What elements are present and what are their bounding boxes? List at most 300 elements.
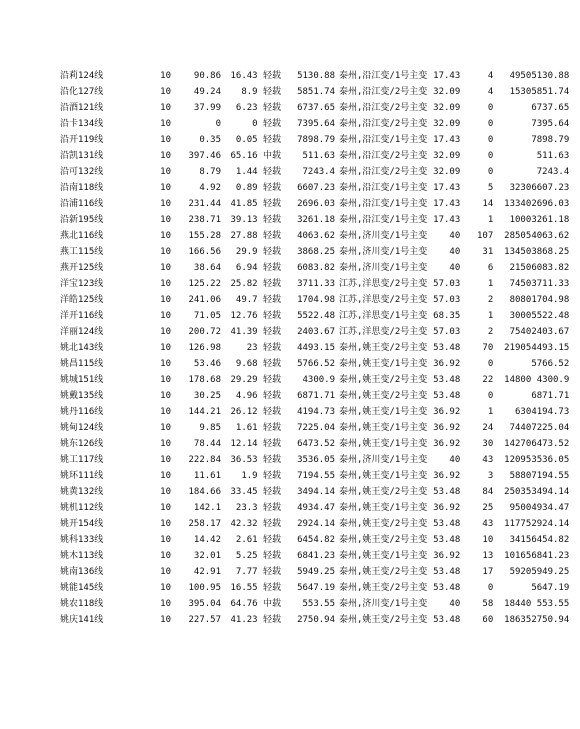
cell-transformer-load: 40	[449, 231, 461, 241]
cell-user-count: 43	[482, 519, 494, 529]
cell-voltage: 10	[160, 599, 171, 609]
cell-capacity	[493, 580, 531, 596]
cell-transformer-load: 36.92	[433, 551, 461, 561]
table-row	[60, 468, 569, 484]
cell-current: 0	[215, 119, 221, 129]
cell-user-count: 25	[482, 503, 494, 513]
cell-substation: 泰州,沿江变/2号主变	[339, 167, 428, 177]
cell-current: 238.71	[188, 215, 221, 225]
cell-user-count: 10	[482, 535, 494, 545]
cell-available-capacity: 4300.9	[536, 375, 570, 385]
cell-voltage: 10	[160, 311, 171, 321]
cell-spare-capacity: 7194.55	[297, 471, 335, 481]
cell-transformer-load: 17.43	[433, 71, 461, 81]
cell-load-rate: 0.05 轻载	[235, 135, 281, 145]
cell-available-capacity: 5851.74	[531, 87, 570, 97]
cell-voltage: 10	[160, 71, 171, 81]
cell-substation: 泰州,沿江变/2号主变	[339, 103, 428, 113]
cell-available-capacity: 7243.4	[536, 167, 570, 177]
table-row	[60, 196, 569, 212]
cell-transformer-load: 40	[449, 263, 461, 273]
cell-line-name: 洋皓125线	[60, 295, 104, 305]
cell-voltage: 10	[160, 455, 171, 465]
cell-line-name: 姚城151线	[60, 375, 104, 385]
cell-user-count: 1	[487, 407, 494, 417]
cell-load-rate: 12.14 轻载	[230, 439, 281, 449]
cell-transformer-load: 53.48	[433, 343, 461, 353]
cell-available-capacity: 3261.18	[531, 215, 570, 225]
cell-substation: 泰州,沿江变/2号主变	[339, 119, 428, 129]
cell-voltage: 10	[160, 167, 171, 177]
cell-current: 78.44	[193, 439, 221, 449]
cell-capacity: 14270	[504, 439, 532, 449]
cell-transformer-load: 53.48	[433, 535, 461, 545]
cell-substation: 泰州,沿江变/2号主变	[339, 87, 428, 97]
cell-available-capacity: 5130.88	[531, 71, 570, 81]
cell-capacity	[493, 148, 531, 164]
table-row	[60, 228, 569, 244]
cell-capacity: 7450	[509, 279, 532, 289]
cell-capacity: 13340	[504, 199, 532, 209]
cell-current: 126.98	[188, 343, 221, 353]
cell-available-capacity: 6871.71	[531, 391, 570, 401]
cell-line-name: 燕北116线	[60, 231, 104, 241]
cell-spare-capacity: 553.55	[302, 599, 335, 609]
cell-user-count: 6	[487, 263, 494, 273]
cell-voltage: 10	[160, 263, 171, 273]
cell-transformer-load: 36.92	[433, 439, 461, 449]
cell-transformer-load: 17.43	[433, 215, 461, 225]
cell-load-rate: 7.77 轻载	[235, 567, 281, 577]
cell-transformer-load: 36.92	[433, 503, 461, 513]
cell-available-capacity: 6473.52	[531, 439, 570, 449]
cell-current: 222.84	[188, 455, 221, 465]
cell-substation: 江苏,洋思变/1号主变	[339, 311, 428, 321]
cell-line-name: 姚昌115线	[60, 359, 104, 369]
cell-capacity	[493, 164, 531, 180]
cell-available-capacity: 7225.04	[531, 423, 570, 433]
cell-transformer-load: 36.92	[433, 471, 461, 481]
cell-spare-capacity: 6841.23	[297, 551, 335, 561]
cell-substation: 泰州,姚王变/1号主变	[339, 439, 428, 449]
cell-substation: 泰州,姚王变/1号主变	[339, 471, 428, 481]
cell-transformer-load: 32.09	[433, 87, 461, 97]
cell-user-count: 4	[487, 87, 494, 97]
cell-user-count: 2	[487, 327, 494, 337]
cell-current: 90.86	[193, 71, 221, 81]
cell-voltage: 10	[160, 359, 171, 369]
cell-user-count: 2	[487, 295, 494, 305]
cell-substation: 泰州,姚王变/2号主变	[339, 535, 428, 545]
table-row	[60, 132, 569, 148]
line-load-table	[60, 68, 569, 628]
cell-load-rate: 64.76 中载	[230, 599, 281, 609]
cell-voltage: 10	[160, 247, 171, 257]
cell-line-name: 姚工117线	[60, 455, 104, 465]
cell-load-rate: 29.29 轻载	[230, 375, 281, 385]
cell-line-name: 沿浦116线	[60, 199, 104, 209]
cell-spare-capacity: 3536.05	[297, 455, 335, 465]
cell-user-count: 13	[482, 551, 494, 561]
table-row	[60, 244, 569, 260]
cell-capacity: 630	[515, 407, 532, 417]
cell-user-count: 5	[487, 183, 494, 193]
cell-available-capacity: 2696.03	[531, 199, 570, 209]
cell-voltage: 10	[160, 583, 171, 593]
table-row	[60, 148, 569, 164]
table-row	[60, 260, 569, 276]
cell-substation: 江苏,洋思变/2号主变	[339, 327, 428, 337]
cell-spare-capacity: 5766.52	[297, 359, 335, 369]
table-row	[60, 388, 569, 404]
cell-spare-capacity: 7898.79	[297, 135, 335, 145]
cell-capacity: 3000	[509, 311, 532, 321]
cell-spare-capacity: 5522.48	[297, 311, 335, 321]
cell-capacity	[493, 388, 531, 404]
cell-capacity: 4950	[509, 71, 532, 81]
cell-transformer-load: 57.03	[433, 295, 461, 305]
cell-transformer-load: 17.43	[433, 183, 461, 193]
cell-available-capacity: 3494.14	[531, 487, 570, 497]
cell-load-rate: 4.96 轻载	[235, 391, 281, 401]
cell-substation: 泰州,济川变/1号主变	[339, 599, 428, 609]
cell-line-name: 沿卡134线	[60, 119, 104, 129]
cell-voltage: 10	[160, 199, 171, 209]
cell-transformer-load: 53.48	[433, 519, 461, 529]
cell-transformer-load: 68.35	[433, 311, 461, 321]
cell-user-count: 0	[487, 167, 494, 177]
cell-line-name: 姚能145线	[60, 583, 104, 593]
cell-transformer-load: 40	[449, 455, 461, 465]
cell-capacity: 5880	[509, 471, 532, 481]
cell-current: 231.44	[188, 199, 221, 209]
cell-available-capacity: 7194.55	[531, 471, 570, 481]
cell-voltage: 10	[160, 519, 171, 529]
table-row	[60, 516, 569, 532]
cell-spare-capacity: 3868.25	[297, 247, 335, 257]
cell-user-count: 31	[482, 247, 494, 257]
cell-current: 4.92	[199, 183, 221, 193]
cell-line-name: 燕工115线	[60, 247, 104, 257]
cell-spare-capacity: 2403.67	[297, 327, 335, 337]
table-row	[60, 116, 569, 132]
table-row	[60, 484, 569, 500]
cell-available-capacity: 4493.15	[531, 343, 570, 353]
cell-line-name: 姚黄132线	[60, 487, 104, 497]
cell-current: 166.56	[188, 247, 221, 257]
cell-line-name: 姚开154线	[60, 519, 104, 529]
cell-load-rate: 23 轻载	[246, 343, 281, 353]
table-body	[60, 68, 569, 628]
cell-spare-capacity: 7243.4	[302, 167, 335, 177]
cell-current: 144.21	[188, 407, 221, 417]
cell-line-name: 洋开116线	[60, 311, 104, 321]
cell-capacity: 14800	[504, 375, 532, 385]
cell-voltage: 10	[160, 423, 171, 433]
cell-load-rate: 33.45 轻载	[230, 487, 281, 497]
table-row	[60, 500, 569, 516]
cell-capacity	[493, 116, 531, 132]
cell-capacity	[493, 356, 531, 372]
cell-substation: 泰州,姚王变/2号主变	[339, 375, 428, 385]
cell-transformer-load: 53.48	[433, 567, 461, 577]
cell-current: 200.72	[188, 327, 221, 337]
cell-substation: 江苏,洋思变/2号主变	[339, 279, 428, 289]
cell-capacity: 25035	[504, 487, 532, 497]
cell-available-capacity: 3711.33	[531, 279, 570, 289]
cell-current: 155.28	[188, 231, 221, 241]
table-row	[60, 372, 569, 388]
table-row	[60, 68, 569, 84]
cell-capacity: 12095	[504, 455, 532, 465]
cell-substation: 泰州,济川变/1号主变	[339, 455, 428, 465]
cell-load-rate: 16.43 轻载	[230, 71, 281, 81]
cell-load-rate: 41.39 轻载	[230, 327, 281, 337]
cell-spare-capacity: 6454.82	[297, 535, 335, 545]
cell-capacity: 18440	[504, 599, 532, 609]
cell-load-rate: 27.88 轻载	[230, 231, 281, 241]
table-row	[60, 340, 569, 356]
cell-available-capacity: 553.55	[536, 599, 570, 609]
cell-load-rate: 41.85 轻载	[230, 199, 281, 209]
cell-spare-capacity: 6871.71	[297, 391, 335, 401]
cell-user-count: 0	[487, 103, 494, 113]
cell-spare-capacity: 5130.88	[297, 71, 335, 81]
cell-voltage: 10	[160, 615, 171, 625]
cell-current: 184.66	[188, 487, 221, 497]
cell-line-name: 沿化127线	[60, 87, 104, 97]
cell-current: 8.79	[199, 167, 221, 177]
cell-substation: 江苏,洋思变/2号主变	[339, 295, 428, 305]
cell-load-rate: 6.94 轻载	[235, 263, 281, 273]
cell-load-rate: 0.89 轻载	[235, 183, 281, 193]
cell-current: 38.64	[193, 263, 221, 273]
cell-available-capacity: 6737.65	[531, 103, 570, 113]
table-row	[60, 276, 569, 292]
cell-spare-capacity: 3494.14	[297, 487, 335, 497]
table-row	[60, 100, 569, 116]
cell-user-count: 24	[482, 423, 494, 433]
cell-load-rate: 65.16 中载	[230, 151, 281, 161]
cell-transformer-load: 40	[449, 247, 461, 257]
cell-spare-capacity: 6473.52	[297, 439, 335, 449]
cell-spare-capacity: 6083.82	[297, 263, 335, 273]
cell-line-name: 沿莉124线	[60, 71, 104, 81]
cell-spare-capacity: 6737.65	[297, 103, 335, 113]
cell-spare-capacity: 4063.62	[297, 231, 335, 241]
cell-substation: 泰州,姚王变/2号主变	[339, 391, 428, 401]
cell-substation: 泰州,姚王变/2号主变	[339, 519, 428, 529]
cell-load-rate: 9.68 轻载	[235, 359, 281, 369]
cell-current: 142.1	[193, 503, 221, 513]
cell-load-rate: 8.9 轻载	[241, 87, 281, 97]
cell-substation: 泰州,沿江变/1号主变	[339, 183, 428, 193]
cell-load-rate: 41.23 轻载	[230, 615, 281, 625]
cell-voltage: 10	[160, 103, 171, 113]
cell-available-capacity: 5522.48	[531, 311, 570, 321]
cell-user-count: 1	[487, 279, 494, 289]
cell-user-count: 1	[487, 215, 494, 225]
table-row	[60, 212, 569, 228]
cell-transformer-load: 32.09	[433, 151, 461, 161]
cell-available-capacity: 7898.79	[531, 135, 570, 145]
cell-spare-capacity: 7395.64	[297, 119, 335, 129]
cell-line-name: 沿南118线	[60, 183, 104, 193]
cell-load-rate: 2.61 轻载	[235, 535, 281, 545]
cell-substation: 泰州,姚王变/2号主变	[339, 343, 428, 353]
cell-spare-capacity: 2696.03	[297, 199, 335, 209]
cell-voltage: 10	[160, 551, 171, 561]
cell-transformer-load: 53.48	[433, 487, 461, 497]
table-row	[60, 548, 569, 564]
cell-load-rate: 49.7 轻载	[235, 295, 281, 305]
cell-capacity: 28505	[504, 231, 532, 241]
cell-voltage: 10	[160, 279, 171, 289]
cell-substation: 泰州,沿江变/1号主变	[339, 215, 428, 225]
cell-line-name: 姚农118线	[60, 599, 104, 609]
cell-current: 71.05	[193, 311, 221, 321]
cell-line-name: 姚丹116线	[60, 407, 104, 417]
cell-substation: 泰州,姚王变/2号主变	[339, 567, 428, 577]
cell-voltage: 10	[160, 119, 171, 129]
cell-voltage: 10	[160, 151, 171, 161]
cell-spare-capacity: 6607.23	[297, 183, 335, 193]
cell-load-rate: 16.55 轻载	[230, 583, 281, 593]
table-row	[60, 180, 569, 196]
cell-substation: 泰州,济川变/1号主变	[339, 231, 428, 241]
cell-available-capacity: 5766.52	[531, 359, 570, 369]
cell-line-name: 姚科133线	[60, 535, 104, 545]
cell-substation: 泰州,沿江变/1号主变	[339, 199, 428, 209]
cell-current: 32.01	[193, 551, 221, 561]
cell-available-capacity: 5647.19	[531, 583, 570, 593]
table-row	[60, 308, 569, 324]
cell-user-count: 0	[487, 359, 494, 369]
cell-transformer-load: 40	[449, 599, 461, 609]
cell-capacity: 7540	[509, 327, 532, 337]
cell-current: 125.22	[188, 279, 221, 289]
cell-transformer-load: 32.09	[433, 103, 461, 113]
cell-transformer-load: 32.09	[433, 167, 461, 177]
cell-available-capacity: 3868.25	[531, 247, 570, 257]
cell-line-name: 洋宝123线	[60, 279, 104, 289]
cell-substation: 泰州,姚王变/1号主变	[339, 359, 428, 369]
table-row	[60, 596, 569, 612]
cell-available-capacity: 1704.98	[531, 295, 570, 305]
cell-capacity: 1000	[509, 215, 532, 225]
cell-spare-capacity: 2750.94	[297, 615, 335, 625]
cell-current: 241.06	[188, 295, 221, 305]
cell-capacity: 3230	[509, 183, 532, 193]
cell-voltage: 10	[160, 567, 171, 577]
cell-line-name: 沿可132线	[60, 167, 104, 177]
cell-current: 42.91	[193, 567, 221, 577]
cell-substation: 泰州,姚王变/2号主变	[339, 615, 428, 625]
cell-capacity	[493, 132, 531, 148]
cell-spare-capacity: 4194.73	[297, 407, 335, 417]
table-row	[60, 164, 569, 180]
cell-transformer-load: 57.03	[433, 279, 461, 289]
cell-substation: 泰州,济川变/1号主变	[339, 263, 428, 273]
cell-user-count: 4	[487, 71, 494, 81]
cell-spare-capacity: 7225.04	[297, 423, 335, 433]
cell-transformer-load: 36.92	[433, 423, 461, 433]
cell-substation: 泰州,沿江变/1号主变	[339, 71, 428, 81]
cell-capacity: 3415	[509, 535, 532, 545]
cell-user-count: 70	[482, 343, 494, 353]
cell-user-count: 0	[487, 135, 494, 145]
cell-voltage: 10	[160, 471, 171, 481]
cell-load-rate: 6.23 轻载	[235, 103, 281, 113]
cell-user-count: 17	[482, 567, 494, 577]
table-row	[60, 564, 569, 580]
cell-line-name: 沿酒121线	[60, 103, 104, 113]
cell-user-count: 22	[482, 375, 494, 385]
cell-available-capacity: 6607.23	[531, 183, 570, 193]
cell-spare-capacity: 2924.14	[297, 519, 335, 529]
table-row	[60, 420, 569, 436]
table-row	[60, 452, 569, 468]
cell-current: 9.85	[199, 423, 221, 433]
cell-capacity: 13450	[504, 247, 532, 257]
cell-spare-capacity: 5949.25	[297, 567, 335, 577]
cell-load-rate: 12.76 轻载	[230, 311, 281, 321]
cell-available-capacity: 6454.82	[531, 535, 570, 545]
cell-available-capacity: 2403.67	[531, 327, 570, 337]
cell-transformer-load: 53.48	[433, 615, 461, 625]
cell-load-rate: 1.61 轻载	[235, 423, 281, 433]
cell-load-rate: 39.13 轻载	[230, 215, 281, 225]
cell-voltage: 10	[160, 375, 171, 385]
cell-transformer-load: 32.09	[433, 119, 461, 129]
cell-voltage: 10	[160, 87, 171, 97]
cell-voltage: 10	[160, 343, 171, 353]
cell-transformer-load: 36.92	[433, 407, 461, 417]
cell-transformer-load: 53.48	[433, 375, 461, 385]
cell-load-rate: 29.9 轻载	[235, 247, 281, 257]
cell-available-capacity: 4194.73	[531, 407, 570, 417]
cell-capacity: 11775	[504, 519, 532, 529]
cell-capacity	[493, 100, 531, 116]
cell-voltage: 10	[160, 503, 171, 513]
cell-transformer-load: 53.48	[433, 391, 461, 401]
cell-current: 49.24	[193, 87, 221, 97]
cell-user-count: 0	[487, 391, 494, 401]
table-row	[60, 356, 569, 372]
cell-user-count: 0	[487, 583, 494, 593]
cell-spare-capacity: 5647.19	[297, 583, 335, 593]
cell-voltage: 10	[160, 439, 171, 449]
cell-capacity: 10165	[504, 551, 532, 561]
cell-user-count: 0	[487, 151, 494, 161]
cell-capacity: 18635	[504, 615, 532, 625]
cell-load-rate: 23.3 轻载	[235, 503, 281, 513]
table-row	[60, 292, 569, 308]
cell-load-rate: 5.25 轻载	[235, 551, 281, 561]
cell-user-count: 60	[482, 615, 494, 625]
cell-current: 100.95	[188, 583, 221, 593]
cell-current: 30.25	[193, 391, 221, 401]
cell-spare-capacity: 4934.47	[297, 503, 335, 513]
cell-voltage: 10	[160, 183, 171, 193]
cell-available-capacity: 4934.47	[531, 503, 570, 513]
cell-user-count: 30	[482, 439, 494, 449]
cell-substation: 泰州,沿江变/1号主变	[339, 135, 428, 145]
cell-substation: 泰州,姚王变/1号主变	[339, 551, 428, 561]
cell-line-name: 沿凯131线	[60, 151, 104, 161]
cell-voltage: 10	[160, 135, 171, 145]
cell-load-rate: 42.32 轻载	[230, 519, 281, 529]
